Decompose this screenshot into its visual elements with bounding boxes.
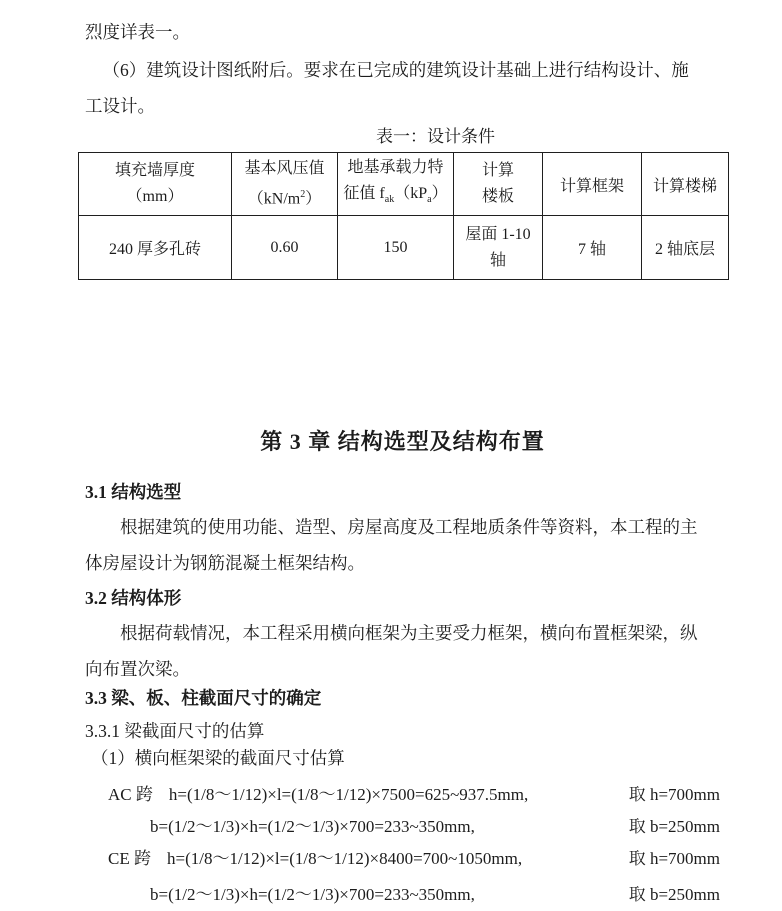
formula-ce-span-h xyxy=(85,843,720,875)
table-caption: 表一：设计条件 xyxy=(376,127,495,146)
formula-adopted-value: 取 h=700mm xyxy=(628,849,720,869)
formula-ac-span-h xyxy=(85,779,720,811)
item-1-title: （1）横向框架梁的截面尺寸估算 xyxy=(91,748,345,769)
section-3-1-line-1: 根据建筑的使用功能、造型、房屋高度及工程地质条件等资料，本工程的主 xyxy=(120,517,698,538)
header-wind-pressure: 基本风压值 $(kN/m^2)$ xyxy=(232,153,338,216)
section-3-3-1-title: 3.3.1 梁截面尺寸的估算 xyxy=(85,721,265,742)
formula-ce-span-b-cutoff xyxy=(85,879,720,911)
header-calc-stair: 计算楼梯 xyxy=(642,153,729,216)
section-3-2-line-1: 根据荷载情况，本工程采用横向框架为主要受力框架，横向布置框架梁，纵 xyxy=(120,623,698,644)
section-3-2-paragraph xyxy=(85,615,720,687)
formula-label: AC 跨 xyxy=(108,785,153,805)
header-wall-thickness: 填充墙厚度 （mm） xyxy=(79,153,232,216)
formula-label: CE 跨 xyxy=(108,849,151,869)
cell-wind-pressure: 0.60 xyxy=(232,216,338,280)
cell-bearing-capacity: 150 xyxy=(338,216,454,280)
paragraph-6 xyxy=(85,52,720,124)
formula-expression: h=(1/8～1/12)×l=(1/8～1/12)×7500=625~937.5mm, xyxy=(168,785,529,805)
design-conditions-table xyxy=(78,152,729,280)
intro-line: 烈度详表一。 xyxy=(85,22,190,42)
header-calc-frame: 计算框架 xyxy=(543,153,642,216)
formula-adopted-value: 取 b=250mm xyxy=(628,885,720,905)
formula-adopted-value: 取 h=700mm xyxy=(628,785,720,805)
formula-expression: b=(1/2～1/3)×h=(1/2～1/3)×700=233~350mm, xyxy=(150,885,475,905)
formula-adopted-value: 取 b=250mm xyxy=(628,817,720,837)
paragraph-6-line-2: 工设计。 xyxy=(85,96,155,116)
formula-expression: b=(1/2～1/3)×h=(1/2～1/3)×700=233~350mm, xyxy=(150,817,475,837)
cell-calc-stair: 2 轴底层 xyxy=(642,216,729,280)
formula-expression: h=(1/8～1/12)×l=(1/8～1/12)×8400=700~1050mm, xyxy=(166,849,523,869)
formula-ac-span-b xyxy=(85,811,720,843)
section-3-3-title: 3.3 梁、板、柱截面尺寸的确定 xyxy=(85,688,322,709)
section-3-1-line-2: 体房屋设计为钢筋混凝土框架结构。 xyxy=(85,553,365,574)
section-3-2-line-2: 向布置次梁。 xyxy=(85,659,190,680)
paragraph-6-line-1: （6）建筑设计图纸附后。要求在已完成的建筑设计基础上进行结构设计、施 xyxy=(102,60,689,80)
header-calc-slab: 计算 楼板 xyxy=(454,153,543,216)
cell-calc-slab: 屋面 1-10 轴 xyxy=(454,216,543,280)
chapter-title: 第 3 章 结构选型及结构布置 xyxy=(260,429,545,455)
table-header-row xyxy=(79,153,729,216)
table-data-row xyxy=(79,216,729,280)
header-bearing-capacity: 地基承载力特 征值 $f_{ak}(kP_a)$ xyxy=(338,153,454,216)
cell-calc-frame: 7 轴 xyxy=(543,216,642,280)
cell-wall-thickness: 240 厚多孔砖 xyxy=(79,216,232,280)
section-3-1-paragraph xyxy=(85,509,720,581)
section-3-2-title: 3.2 结构体形 xyxy=(85,588,182,609)
section-3-1-title: 3.1 结构选型 xyxy=(85,482,182,503)
